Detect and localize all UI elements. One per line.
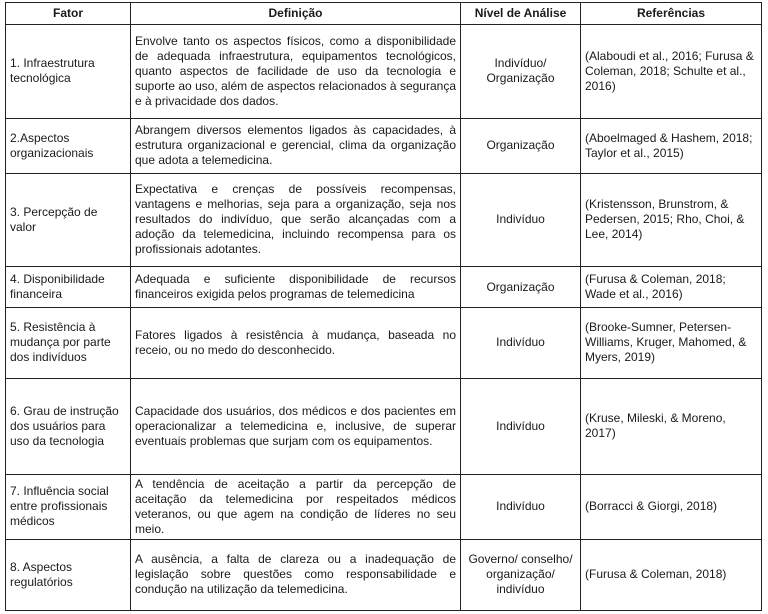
referencias-cell: (Kristensson, Brunstrom, & Pedersen, 2015; Rho, Choi, & Lee, 2014) bbox=[581, 173, 762, 267]
fator-cell: 7. Influência social entre profissionais médicos bbox=[6, 474, 131, 539]
table-row bbox=[6, 267, 762, 307]
header-referencias: Referências bbox=[581, 3, 762, 25]
nivel-cell: Indivíduo bbox=[461, 173, 581, 267]
referencias-cell: (Kruse, Mileski, & Moreno, 2017) bbox=[581, 378, 762, 474]
table-header-row bbox=[6, 3, 762, 25]
fator-cell: 1. Infraestrutura tecnológica bbox=[6, 25, 131, 119]
header-definicao: Definição bbox=[131, 3, 461, 25]
referencias-cell: (Brooke-Sumner, Petersen-Williams, Kruger, Mahomed, & Myers, 2019) bbox=[581, 307, 762, 378]
table-row bbox=[6, 378, 762, 474]
definicao-cell: A ausência, a falta de clareza ou a inadequação de legislação sobre questões como responsabilidade e condução na utilização da telemedicina. bbox=[131, 539, 461, 610]
nivel-cell: Organização bbox=[461, 267, 581, 307]
nivel-cell: Indivíduo/ Organização bbox=[461, 25, 581, 119]
fator-cell: 2.Aspectos organizacionais bbox=[6, 118, 131, 173]
referencias-cell: (Borracci & Giorgi, 2018) bbox=[581, 474, 762, 539]
fator-cell: 8. Aspectos regulatórios bbox=[6, 539, 131, 610]
referencias-cell: (Alaboudi et al., 2016; Furusa & Coleman, 2018; Schulte et al., 2016) bbox=[581, 25, 762, 119]
definicao-cell: Adequada e suficiente disponibilidade de recursos financeiros exigida pelos programas de telemedicina bbox=[131, 267, 461, 307]
factors-table-document bbox=[5, 2, 761, 611]
definicao-cell: Fatores ligados à resistência à mudança, baseada no receio, ou no medo do desconhecido. bbox=[131, 307, 461, 378]
definicao-cell: Expectativa e crenças de possíveis recompensas, vantagens e melhorias, seja para a organização, seja nos resultados do indivíduo, que serão alcançadas com a adoção da telemedicina, incluindo recompensa para os profissionais adotantes. bbox=[131, 173, 461, 267]
referencias-cell: (Furusa & Coleman, 2018; Wade et al., 2016) bbox=[581, 267, 762, 307]
nivel-cell: Governo/ conselho/ organização/ indivíduo bbox=[461, 539, 581, 610]
definicao-cell: Abrangem diversos elementos ligados às capacidades, à estrutura organizacional e gerencial, clima da organização que adota a telemedicina. bbox=[131, 118, 461, 173]
header-fator: Fator bbox=[6, 3, 131, 25]
fator-cell: 4. Disponibilidade financeira bbox=[6, 267, 131, 307]
nivel-cell: Organização bbox=[461, 118, 581, 173]
referencias-cell: (Aboelmaged & Hashem, 2018; Taylor et al., 2015) bbox=[581, 118, 762, 173]
header-nivel: Nível de Análise bbox=[461, 3, 581, 25]
fator-cell: 5. Resistência à mudança por parte dos indivíduos bbox=[6, 307, 131, 378]
nivel-cell: Indivíduo bbox=[461, 474, 581, 539]
table-row bbox=[6, 474, 762, 539]
nivel-cell: Indivíduo bbox=[461, 307, 581, 378]
fator-cell: 3. Percepção de valor bbox=[6, 173, 131, 267]
table-row bbox=[6, 307, 762, 378]
nivel-cell: Indivíduo bbox=[461, 378, 581, 474]
referencias-cell: (Furusa & Coleman, 2018) bbox=[581, 539, 762, 610]
fator-cell: 6. Grau de instrução dos usuários para uso da tecnologia bbox=[6, 378, 131, 474]
definicao-cell: Envolve tanto os aspectos físicos, como a disponibilidade de adequada infraestrutura, equipamentos tecnológicos, quanto aspectos de facilidade de uso da tecnologia e suporte ao uso, além de aspectos relacionados à segurança e à privacidade dos dados. bbox=[131, 25, 461, 119]
definicao-cell: Capacidade dos usuários, dos médicos e dos pacientes em operacionalizar a telemedicina e, inclusive, de superar eventuais problemas que surjam com os equipamentos. bbox=[131, 378, 461, 474]
table-row bbox=[6, 118, 762, 173]
table-row bbox=[6, 539, 762, 610]
factors-table bbox=[5, 2, 762, 611]
table-row bbox=[6, 25, 762, 119]
table-row bbox=[6, 173, 762, 267]
definicao-cell: A tendência de aceitação a partir da percepção de aceitação da telemedicina por respeitados médicos veteranos, ou que agem na condição de líderes no seu meio. bbox=[131, 474, 461, 539]
